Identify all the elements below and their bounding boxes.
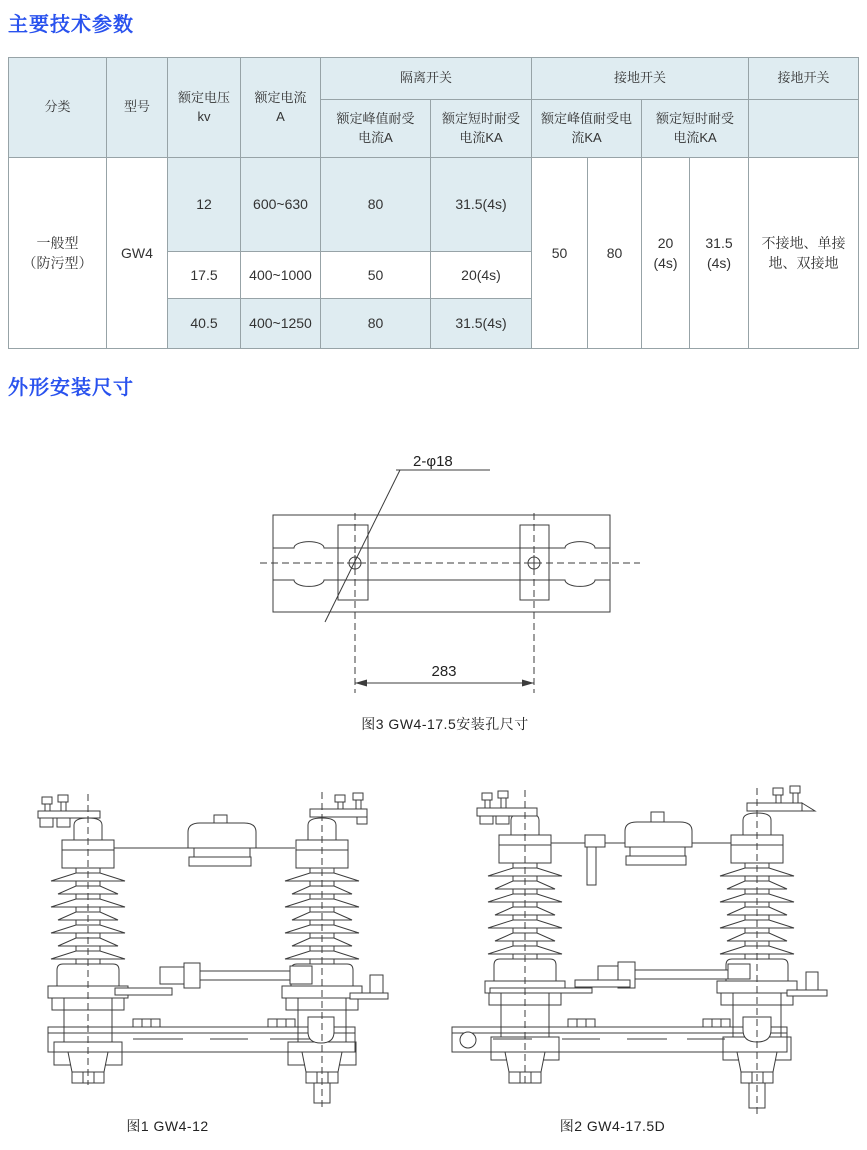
header-iso-peak: 额定峰值耐受 电流A [321,100,431,158]
cell-iso-short-row2: 20(4s) [431,252,532,299]
header-earthing-right-empty [749,100,859,158]
base-hole [460,1032,476,1048]
cell-iso-peak-row3: 80 [321,299,431,349]
cell-earth-short-b: 31.5 (4s) [690,158,749,349]
header-earthing-group: 接地开关 [532,58,749,100]
spec-table [8,57,859,349]
cell-earth-short-a: 20 (4s) [642,158,690,349]
cell-iso-short-row1: 31.5(4s) [431,158,532,252]
figure1-switch-drawing [20,780,420,1125]
header-isolating-group: 隔离开关 [321,58,532,100]
cell-current-row2: 400~1000 [241,252,321,299]
cell-model: GW4 [107,158,168,349]
cell-voltage-row1: 12 [168,158,241,252]
cell-category: 一般型 （防污型） [9,158,107,349]
header-earth-peak: 额定峰值耐受电 流KA [532,100,642,158]
header-rated-current: 额定电流 A [241,58,321,158]
cell-earth-peak-b: 80 [588,158,642,349]
cell-iso-short-row3: 31.5(4s) [431,299,532,349]
section-title-parameters: 主要技术参数 [8,14,134,36]
figure3-mounting-hole-drawing [240,430,670,730]
cell-earth-peak-a: 50 [532,158,588,349]
hole-size-label: 2-φ18 [413,453,453,470]
header-model: 型号 [107,58,168,158]
header-category: 分类 [9,58,107,158]
header-iso-short: 额定短时耐受 电流KA [431,100,532,158]
figure1-caption: 图1 GW4-12 [126,1118,209,1134]
cell-iso-peak-row1: 80 [321,158,431,252]
hole-spacing-label: 283 [431,663,457,680]
cell-current-row1: 600~630 [241,158,321,252]
figure2-switch-drawing [440,780,860,1125]
header-earthing-right: 接地开关 [749,58,859,100]
cell-grounding-modes: 不接地、单接地、双接地 [749,158,859,349]
section-title-dimensions: 外形安装尺寸 [8,377,134,399]
header-rated-voltage: 额定电压 kv [168,58,241,158]
cell-current-row3: 400~1250 [241,299,321,349]
cell-iso-peak-row2: 50 [321,252,431,299]
header-earth-short: 额定短时耐受 电流KA [642,100,749,158]
figure3-caption: 图3 GW4-17.5安装孔尺寸 [361,716,529,732]
figure2-caption: 图2 GW4-17.5D [559,1118,666,1134]
cell-voltage-row3: 40.5 [168,299,241,349]
cell-voltage-row2: 17.5 [168,252,241,299]
